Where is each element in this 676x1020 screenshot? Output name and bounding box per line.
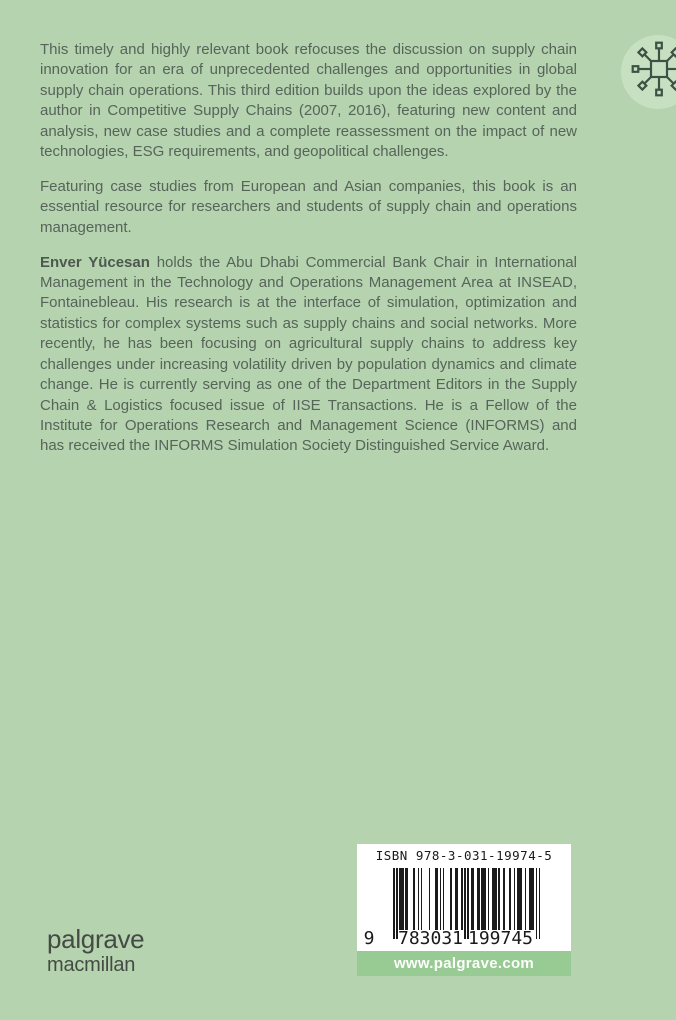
publisher-logo-palgrave: palgrave (47, 924, 145, 954)
barcode-bar (477, 868, 480, 930)
barcode-bar (503, 868, 505, 930)
barcode-bar (429, 868, 431, 930)
barcode-bar (481, 868, 486, 930)
barcode-bar (450, 868, 452, 930)
barcode-bar (461, 868, 463, 930)
barcode-bar (418, 868, 420, 930)
barcode-bar (514, 868, 516, 930)
blurb-paragraph-2: Featuring case studies from European and Asian companies, this book is an essential resource for researchers and students of supply chain and operations management. (40, 177, 577, 236)
publisher-logo-macmillan: macmillan (47, 954, 136, 976)
barcode-bar (492, 868, 497, 930)
barcode-bar (435, 868, 438, 930)
isbn-number-label: ISBN 978-3-031-19974-5 (375, 848, 553, 863)
barcode-bar (509, 868, 511, 930)
author-name: Enver Yücesan (40, 253, 150, 271)
ean13-digits (357, 928, 571, 948)
barcode-bar (421, 868, 423, 930)
publisher-website-strip: www.palgrave.com (357, 951, 571, 976)
publisher-logo (47, 925, 144, 976)
ean13-digit-group-2: 199745 (468, 928, 534, 949)
barcode-bar (405, 868, 408, 930)
author-bio-paragraph (40, 253, 577, 457)
blurb-paragraph-1: This timely and highly relevant book refocuses the discussion on supply chain innovation for an era of unprecedented challenges and opportunities in global supply chain operations. This third edition builds upon the ideas explored by the author in Competitive Supply Chains (2007, 2016), featuring new content and analysis, new case studies and a complete reassessment on the impact of new technologies, ESG requirements, and geopolitical challenges. (40, 41, 577, 161)
barcode-bar (440, 868, 442, 930)
barcode-bar (443, 868, 445, 930)
barcode-bar (517, 868, 522, 930)
ean13-digit-leading: 9 (363, 928, 375, 949)
barcode-bar (455, 868, 458, 930)
barcode-bar (488, 868, 490, 930)
back-cover-text (40, 40, 577, 457)
ean13-digit-group-1: 783031 (398, 928, 464, 949)
barcode-bar (498, 868, 500, 930)
isbn-barcode-block (357, 844, 571, 951)
barcode-bar (525, 868, 527, 930)
network-hub-icon (631, 41, 676, 97)
barcode-bar (529, 868, 534, 930)
barcode-bar (399, 868, 404, 930)
barcode-bar (413, 868, 415, 930)
barcode-bar (471, 868, 474, 930)
author-bio-text: holds the Abu Dhabi Commercial Bank Chair in International Management in the Technology and Operations Management Area at INSEAD, Fontainebleau. His research is at the interface of simulation, optimization and statistics for complex systems such as supply chains and social networks. More recently, he has been focusing on agricultural supply chains to address key challenges under increasing volatility driven by population dynamics and climate change. He is currently serving as one of the Department Editors in the Supply Chain & Logistics focused issue of IISE Transactions. He is a Fellow of the Institute for Operations Research and Management Science (INFORMS) and has received the INFORMS Simulation Society Distinguished Service Award. (40, 253, 577, 455)
